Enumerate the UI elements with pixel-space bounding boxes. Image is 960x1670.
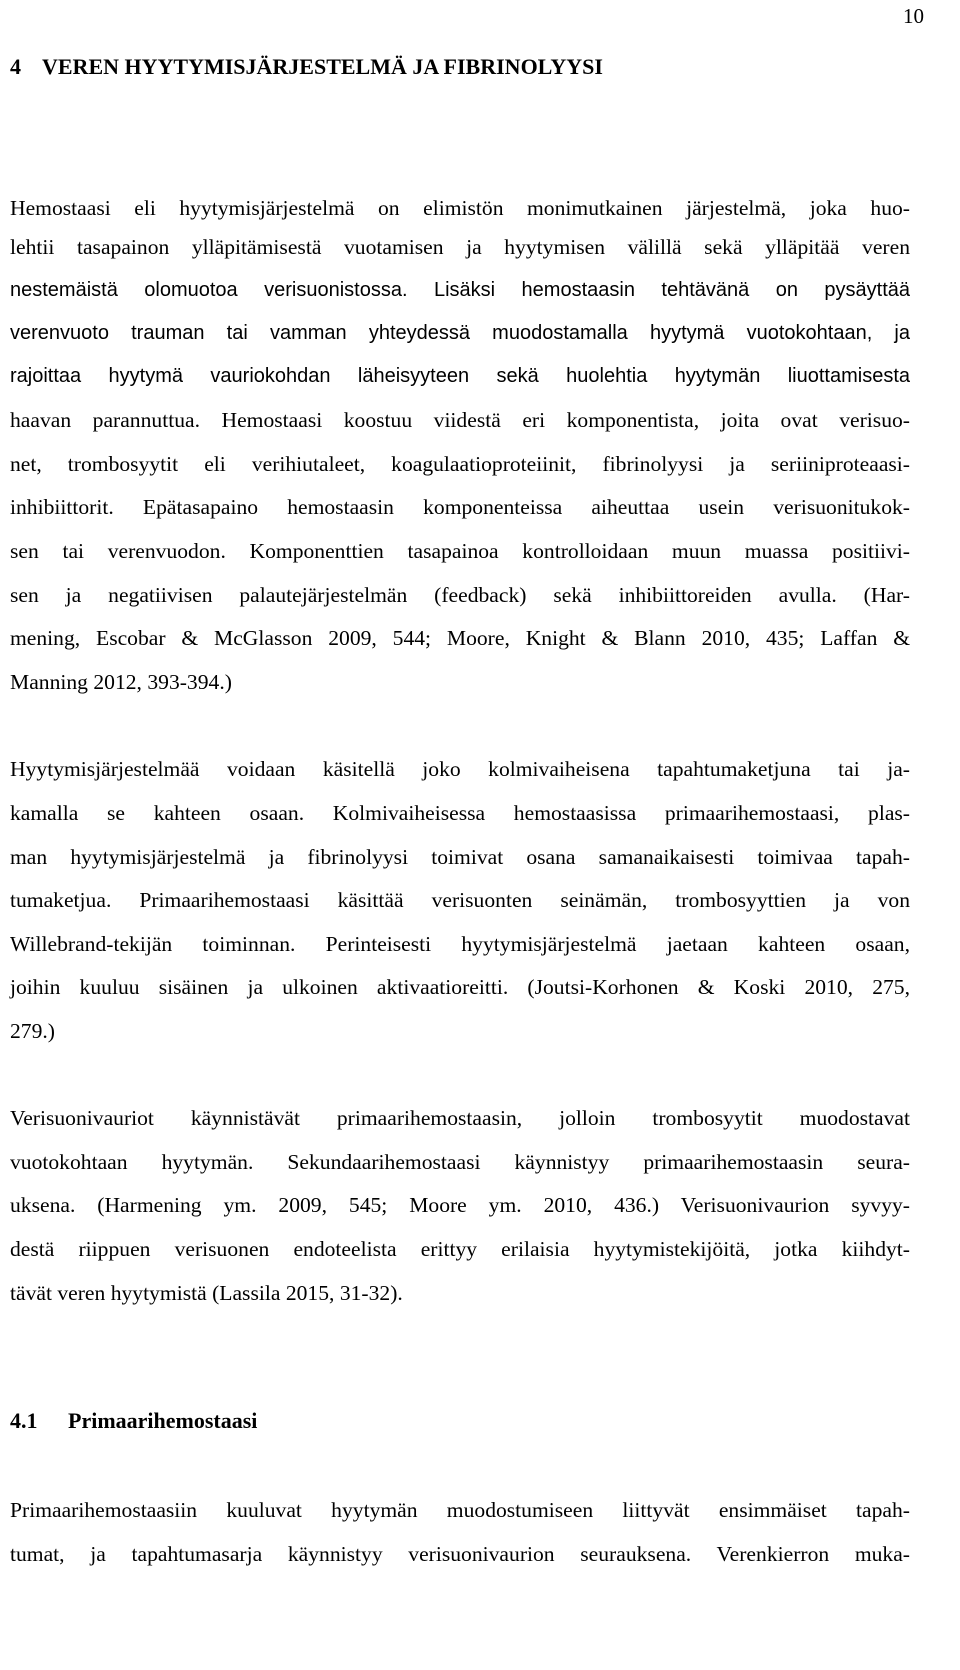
- paragraph-line: sen tai verenvuodon. Komponenttien tasapainoa kontrolloidaan muun muassa positiivi-: [10, 539, 910, 563]
- paragraph-line: vuotokohtaan hyytymän. Sekundaarihemostaasi käynnistyy primaarihemostaasin seura-: [10, 1150, 910, 1174]
- section-number: 4.1: [10, 1408, 38, 1433]
- paragraph-line: sen ja negatiivisen palautejärjestelmän (feedback) sekä inhibiittoreiden avulla. (Har-: [10, 583, 910, 607]
- paragraph-line: Primaarihemostaasiin kuuluvat hyytymän muodostumiseen liittyvät ensimmäiset tapah-: [10, 1498, 910, 1522]
- paragraph-line: mening, Escobar & McGlasson 2009, 544; Moore, Knight & Blann 2010, 435; Laffan &: [10, 626, 910, 650]
- paragraph-line: uksena. (Harmening ym. 2009, 545; Moore ym. 2010, 436.) Verisuonivaurion syvyy-: [10, 1193, 910, 1217]
- section-title: Primaarihemostaasi: [68, 1408, 258, 1433]
- paragraph-line: Hyytymisjärjestelmää voidaan käsitellä joko kolmivaiheisena tapahtumaketjuna tai ja-: [10, 757, 910, 781]
- paragraph-line: joihin kuuluu sisäinen ja ulkoinen aktivaatioreitti. (Joutsi-Korhonen & Koski 2010, 275,: [10, 975, 910, 999]
- section-heading: [10, 1408, 257, 1434]
- paragraph-line: tumaketjua. Primaarihemostaasi käsittää verisuonten seinämän, trombosyyttien ja von: [10, 888, 910, 912]
- page-number: 10: [903, 4, 924, 28]
- paragraph-line: tumat, ja tapahtumasarja käynnistyy verisuonivaurion seurauksena. Verenkierron muka-: [10, 1542, 910, 1566]
- paragraph-line: destä riippuen verisuonen endoteelista erittyy erilaisia hyytymistekijöitä, jotka kiihdyt-: [10, 1237, 910, 1261]
- paragraph-line: lehtii tasapainon ylläpitämisestä vuotamisen ja hyytymisen välillä sekä ylläpitää veren: [10, 235, 910, 259]
- paragraph-line: Hemostaasi eli hyytymisjärjestelmä on elimistön monimutkainen järjestelmä, joka huo-: [10, 196, 910, 220]
- paragraph-line: Verisuonivauriot käynnistävät primaarihemostaasin, jolloin trombosyytit muodostavat: [10, 1106, 910, 1130]
- chapter-title: VEREN HYYTYMISJÄRJESTELMÄ JA FIBRINOLYYSI: [42, 54, 603, 79]
- paragraph-line: Manning 2012, 393-394.): [10, 670, 232, 694]
- chapter-number: 4: [10, 54, 21, 79]
- paragraph-line: tävät veren hyytymistä (Lassila 2015, 31-32).: [10, 1281, 403, 1305]
- paragraph-line: haavan parannuttua. Hemostaasi koostuu viidestä eri komponentista, joita ovat verisuo-: [10, 408, 910, 432]
- paragraph-line: man hyytymisjärjestelmä ja fibrinolyysi toimivat osana samanaikaisesti toimivaa tapah-: [10, 845, 910, 869]
- paragraph-line: inhibiittorit. Epätasapaino hemostaasin komponenteissa aiheuttaa usein verisuonitukok-: [10, 495, 910, 519]
- chapter-heading: [10, 54, 603, 80]
- paragraph-line: rajoittaa hyytymä vauriokohdan läheisyyteen sekä huolehtia hyytymän liuottamisesta: [10, 365, 910, 387]
- paragraph-line: Willebrand-tekijän toiminnan. Perinteisesti hyytymisjärjestelmä jaetaan kahteen osaan,: [10, 932, 910, 956]
- paragraph-line: 279.): [10, 1019, 55, 1043]
- paragraph-line: kamalla se kahteen osaan. Kolmivaiheisessa hemostaasissa primaarihemostaasi, plas-: [10, 801, 910, 825]
- paragraph-line: net, trombosyytit eli verihiutaleet, koagulaatioproteiinit, fibrinolyysi ja seriiniproteaasi-: [10, 452, 910, 476]
- paragraph-line: nestemäistä olomuotoa verisuonistossa. Lisäksi hemostaasin tehtävänä on pysäyttää: [10, 279, 910, 301]
- paragraph-line: verenvuoto trauman tai vamman yhteydessä muodostamalla hyytymä vuotokohtaan, ja: [10, 322, 910, 344]
